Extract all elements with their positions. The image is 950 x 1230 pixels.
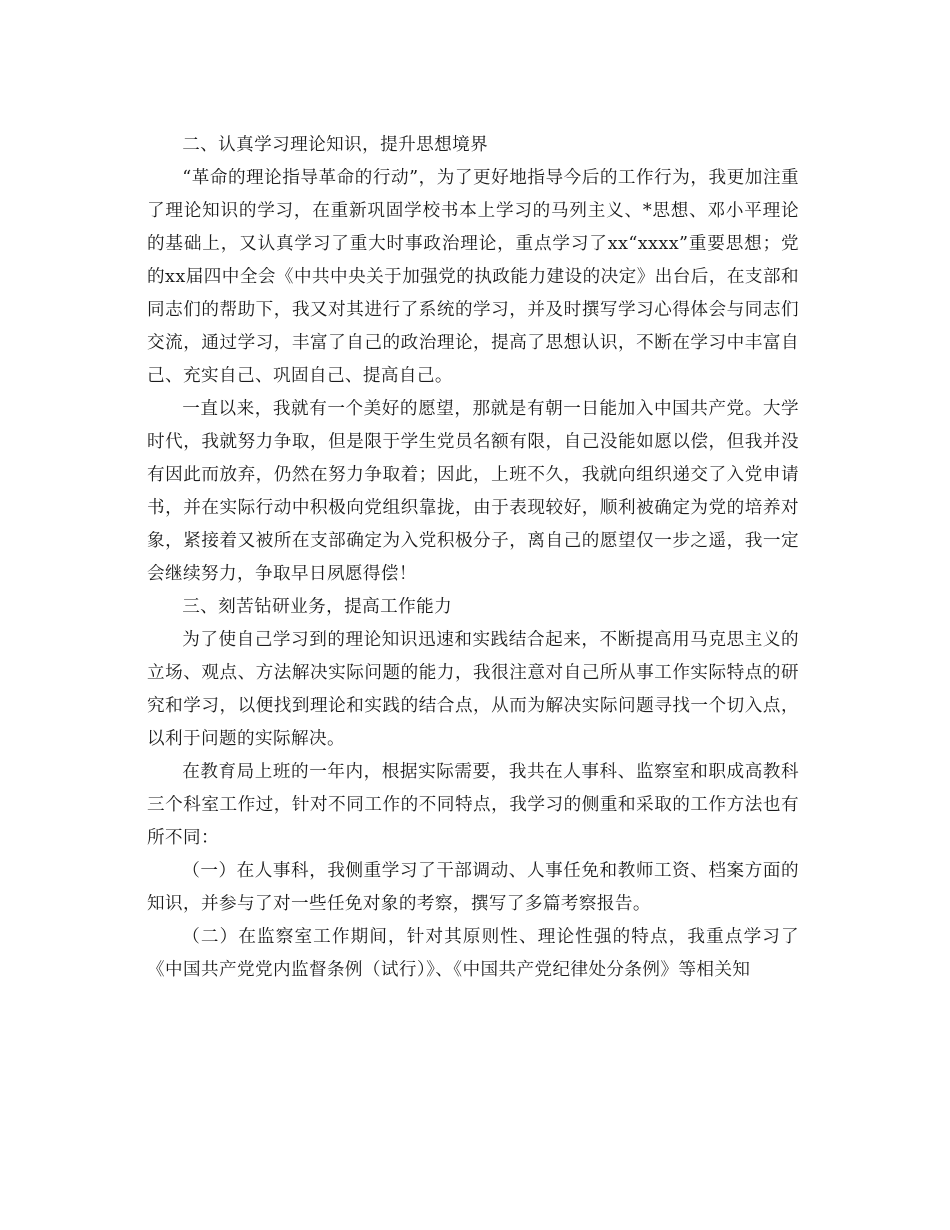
paragraph-party-wish: 一直以来，我就有一个美好的愿望，那就是有朝一日能加入中国共产党。大学时代，我就努力争取，但是限于学生党员名额有限，自己没能如愿以偿，但我并没有因此而放弃，仍然在努力争取着；因此，上班不久，我就向组织递交了入党申请书，并在实际行动中积极向党组织靠拢，由于表现较好，顺利被确定为党的培养对象，紧接着又被所在支部确定为入党积极分子，离自己的愿望仅一步之遥，我一定会继续努力，争取早日夙愿得偿！: [147, 399, 799, 584]
section-heading-3: 三、刻苦钻研业务，提高工作能力: [182, 597, 453, 617]
paragraph-item-1: （一）在人事科，我侧重学习了干部调动、人事任免和教师工资、档案方面的知识，并参与了对一些任免对象的考察，撰写了多篇考察报告。: [147, 861, 799, 914]
section-heading-2: 二、认真学习理论知识，提升思想境界: [182, 135, 489, 155]
paragraph-theory-study: “革命的理论指导革命的行动”，为了更好地指导今后的工作行为，我更加注重了理论知识的学习，在重新巩固学校书本上学习的马列主义、*思想、邓小平理论的基础上，又认真学习了重大时事政治理论，重点学习了xx“xxxx”重要思想；党的xx届四中全会《中共中央关于加强党的执政能力建设的决定》出台后，在支部和同志们的帮助下，我又对其进行了系统的学习，并及时撰写学习心得体会与同志们交流，通过学习，丰富了自己的政治理论，提高了思想认识，不断在学习中丰富自己、充实自己、巩固自己、提高自己。: [147, 168, 799, 386]
paragraph-item-2: （二）在监察室工作期间，针对其原则性、理论性强的特点，我重点学习了《中国共产党党内监督条例（试行）》、《中国共产党纪律处分条例》等相关知: [147, 927, 799, 980]
paragraph-departments: 在教育局上班的一年内，根据实际需要，我共在人事科、监察室和职成高教科三个科室工作过，针对不同工作的不同特点，我学习的侧重和采取的工作方法也有所不同：: [147, 762, 799, 848]
paragraph-practice: 为了使自己学习到的理论知识迅速和实践结合起来，不断提高用马克思主义的立场、观点、方法解决实际问题的能力，我很注意对自己所从事工作实际特点的研究和学习，以便找到理论和实践的结合点，从而为解决实际问题寻找一个切入点，以利于问题的实际解决。: [147, 630, 799, 749]
document-body: [147, 129, 799, 987]
